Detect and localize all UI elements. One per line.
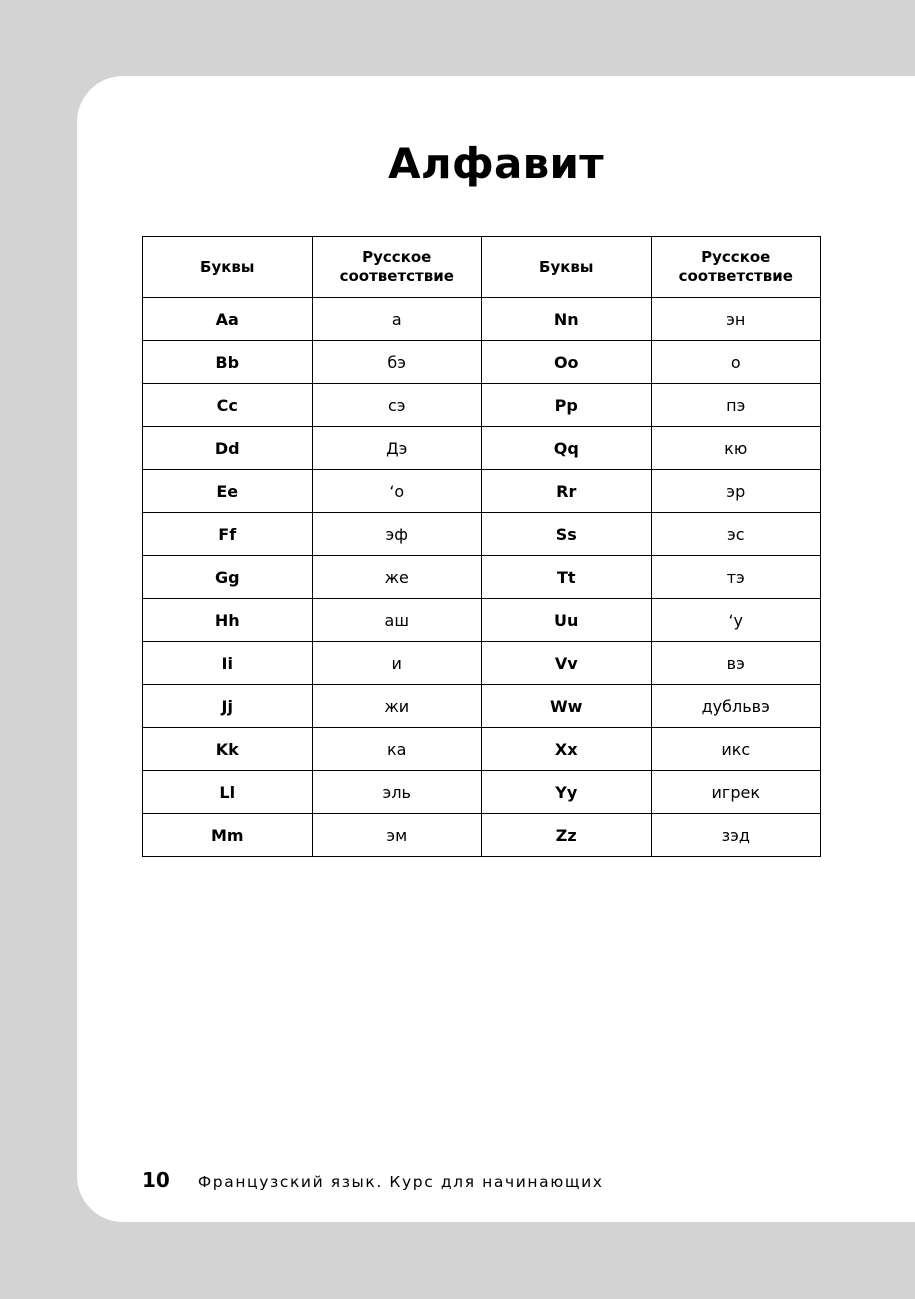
cell-letter-right: Nn (482, 298, 652, 341)
cell-russian-left: жи (312, 685, 482, 728)
cell-letter-right: Qq (482, 427, 652, 470)
cell-russian-left: же (312, 556, 482, 599)
cell-russian-right: эс (651, 513, 821, 556)
cell-letter-right: Yy (482, 771, 652, 814)
cell-russian-left: аш (312, 599, 482, 642)
book-title: Французский язык. Курс для начинающих (197, 1173, 604, 1191)
table-header-row (143, 237, 821, 298)
cell-letter-left: Ff (143, 513, 313, 556)
cell-russian-left: эф (312, 513, 482, 556)
table-row (143, 771, 821, 814)
cell-letter-right: Ss (482, 513, 652, 556)
cell-russian-left: ‘о (312, 470, 482, 513)
cell-russian-left: бэ (312, 341, 482, 384)
header-letters-left: Буквы (143, 237, 313, 298)
header-russian-left: Русское соответствие (312, 237, 482, 298)
cell-russian-right: эн (651, 298, 821, 341)
header-letters-right: Буквы (482, 237, 652, 298)
cell-russian-left: Дэ (312, 427, 482, 470)
table-row (143, 814, 821, 857)
cell-russian-left: эм (312, 814, 482, 857)
page-footer (142, 1168, 604, 1192)
cell-letter-right: Rr (482, 470, 652, 513)
table-row (143, 642, 821, 685)
cell-russian-left: сэ (312, 384, 482, 427)
table-row (143, 470, 821, 513)
cell-letter-left: Ee (143, 470, 313, 513)
cell-russian-right: эр (651, 470, 821, 513)
table-row (143, 384, 821, 427)
table-row (143, 728, 821, 771)
cell-letter-left: Ii (143, 642, 313, 685)
cell-russian-right: зэд (651, 814, 821, 857)
cell-russian-left: эль (312, 771, 482, 814)
cell-russian-right: тэ (651, 556, 821, 599)
table-row (143, 599, 821, 642)
cell-russian-left: а (312, 298, 482, 341)
cell-letter-right: Pp (482, 384, 652, 427)
cell-letter-right: Zz (482, 814, 652, 857)
cell-letter-left: Aa (143, 298, 313, 341)
cell-letter-left: Mm (143, 814, 313, 857)
cell-letter-right: Vv (482, 642, 652, 685)
alphabet-table (142, 236, 821, 857)
cell-letter-right: Uu (482, 599, 652, 642)
cell-letter-left: Gg (143, 556, 313, 599)
cell-letter-right: Xx (482, 728, 652, 771)
cell-russian-right: икс (651, 728, 821, 771)
cell-letter-left: Dd (143, 427, 313, 470)
cell-letter-left: Jj (143, 685, 313, 728)
cell-letter-right: Ww (482, 685, 652, 728)
cell-russian-left: ка (312, 728, 482, 771)
table-row (143, 298, 821, 341)
cell-russian-right: о (651, 341, 821, 384)
cell-russian-right: кю (651, 427, 821, 470)
book-page (77, 76, 915, 1222)
cell-letter-left: Ll (143, 771, 313, 814)
page-number: 10 (142, 1168, 170, 1192)
cell-russian-right: дубльвэ (651, 685, 821, 728)
table-row (143, 341, 821, 384)
cell-letter-right: Oo (482, 341, 652, 384)
cell-russian-right: вэ (651, 642, 821, 685)
cell-letter-left: Kk (143, 728, 313, 771)
cell-letter-left: Hh (143, 599, 313, 642)
table-row (143, 427, 821, 470)
cell-russian-right: пэ (651, 384, 821, 427)
cell-letter-left: Cc (143, 384, 313, 427)
table-body (143, 298, 821, 857)
cell-letter-right: Tt (482, 556, 652, 599)
page-title: Алфавит (388, 139, 604, 188)
table-row (143, 513, 821, 556)
cell-russian-right: ‘у (651, 599, 821, 642)
table-row (143, 685, 821, 728)
table-row (143, 556, 821, 599)
cell-russian-left: и (312, 642, 482, 685)
header-russian-right: Русское соответствие (651, 237, 821, 298)
cell-russian-right: игрек (651, 771, 821, 814)
cell-letter-left: Bb (143, 341, 313, 384)
